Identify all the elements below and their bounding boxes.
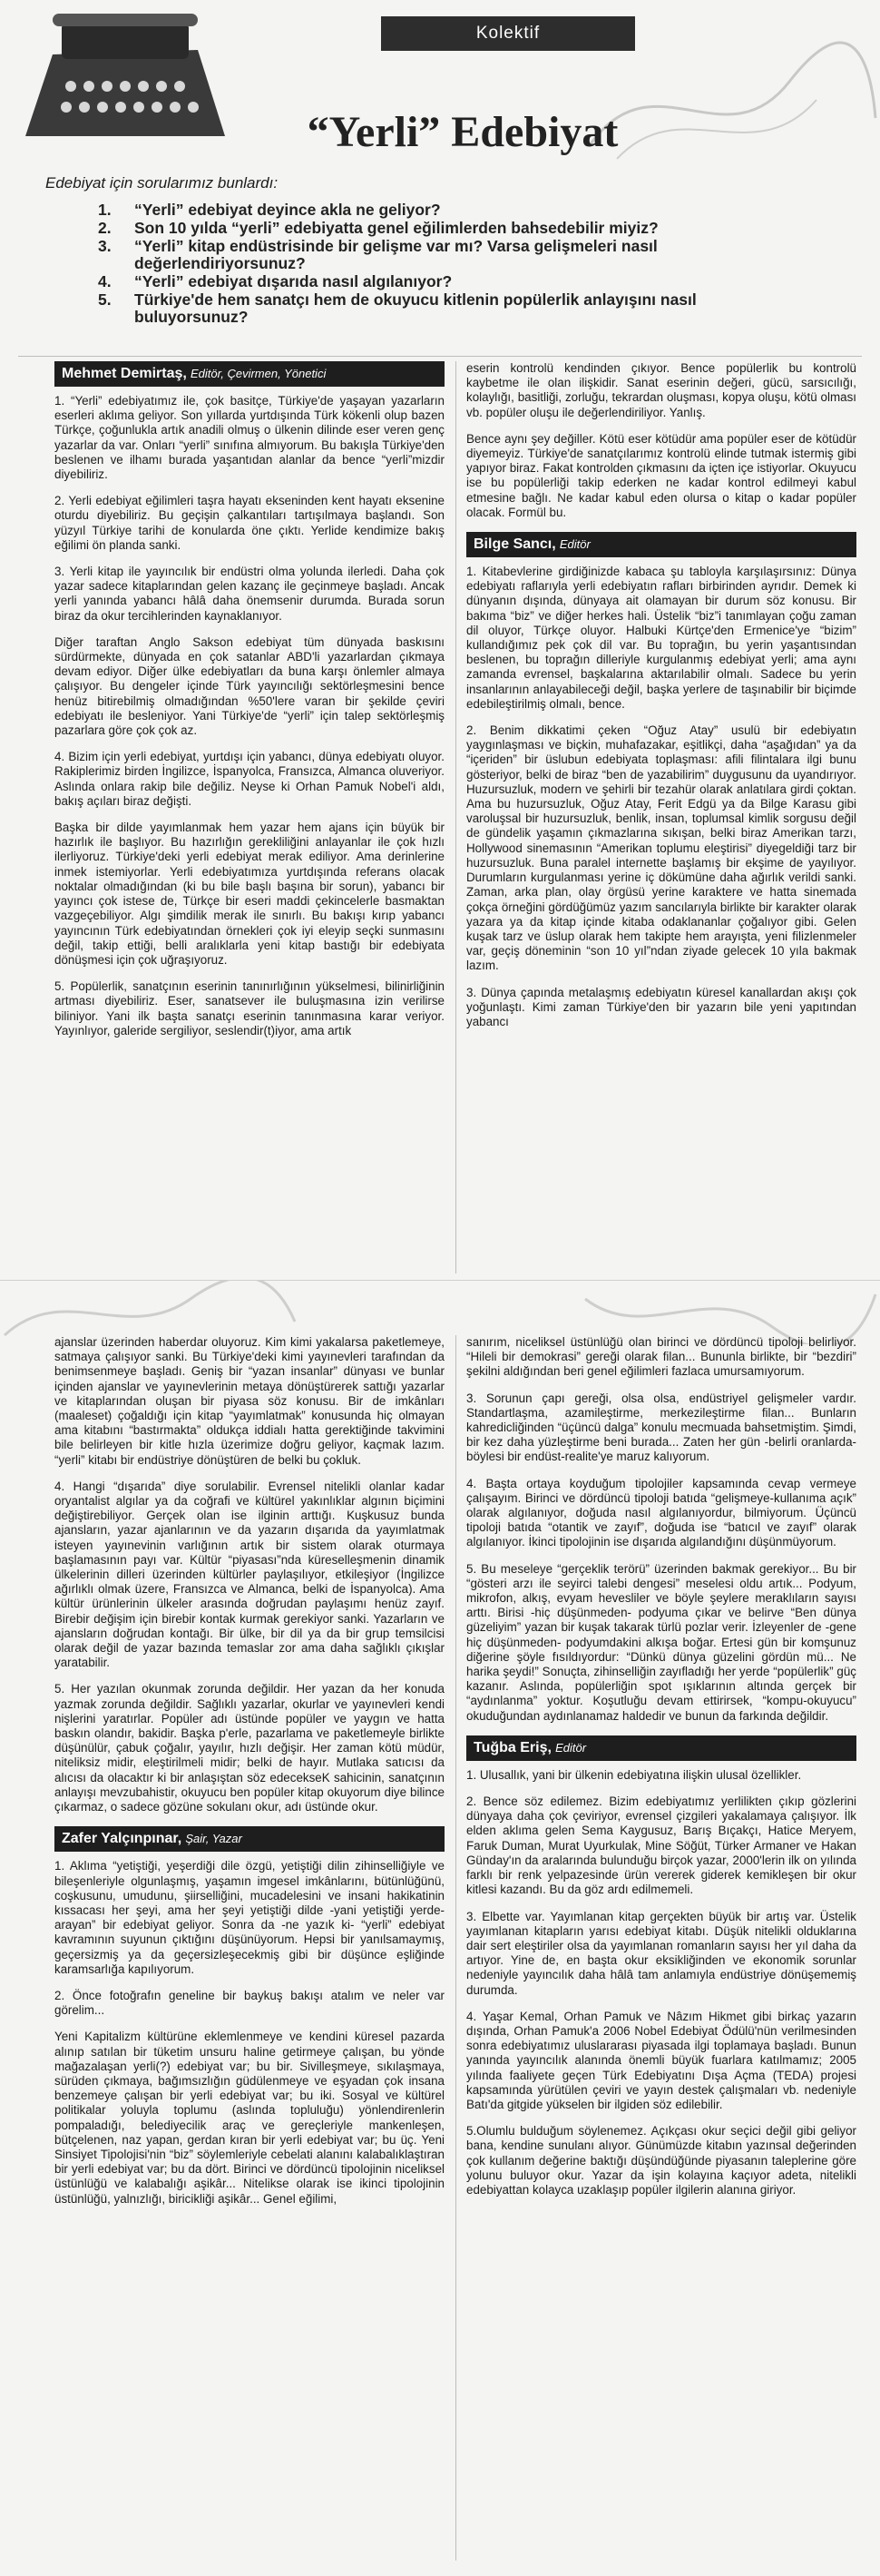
question-text: “Yerli” edebiyat deyince akla ne geliyor? xyxy=(134,201,441,219)
section-label: Kolektif xyxy=(381,16,635,51)
paragraph: 3. Dünya çapında metalaşmış edebiyatın küresel kanallardan akışı çok yoğunlaştı. Kimi zaman Türkiye'den bir yazarın bile yeni yapıtından yabancı xyxy=(466,985,856,1028)
magazine-page-2 xyxy=(0,1280,880,2576)
question-item xyxy=(98,220,787,237)
paragraph: Başka bir dilde yayımlanmak hem yazar hem ajans için büyük bir hazırlık ile başlıyor. Bu hazırlığın gerekliliğini anlayanlar ile çok hızlı ilerliyoruz. Türkiye'deki yerli edebiyat merak ediliyor. Ama derinlerine inmek istemiyorlar. Yerli edebiyatımıza yurtdışında referans olacak noktalar olmadığından (ki bu bile başlı başına bir sorun), yabancı bir yayıncı çok istese de, Türkçe bir eseri maddi çekincelerle basmaktan vazgeçebiliyor. Algı şimdilik merak ile sınırlı. Bu bakışı kırıp yabancı yayıncının Türk edebiyatından örnekleri çok iyi eleyip seçki sunmasını değil, takip ettiği, belli aralıklarla yeni kitap bastığı bir edebiyata dönüşmesi için çok uğraşıyoruz. xyxy=(54,821,445,967)
paragraph: 4. Bizim için yerli edebiyat, yurtdışı için yabancı, dünya edebiyatı oluyor. Rakiplerimiz birden İngilizce, İspanyolca, Fransızca, Almanca oluveriyor. Aslında onlara rakip bile değiliz. Neyse ki Orhan Pamuk Nobel'i aldı, bakış açıları biraz değişti. xyxy=(54,750,445,808)
author-header-bilge: Bilge Sancı, Editör xyxy=(466,532,856,557)
paragraph: 1. Aklıma “yetiştiği, yeşerdiği dile özgü, yetiştiği dilin zihinselliğiyle ve bileşenleriyle olgunlaşmış, yaşamın imgesel imkânlarını, bütünlüğünü, coşkusunu, umudunu, şiirselliğini, mucadelesini ve insani hakikatinin kıssacası her şeyi, ama her şeyi yetiştiği dilde -yani yetiştiği yerde- arayan” bir edebiyat geliyor. Sonra da -ne yazık ki- “yerli” edebiyat kavramının suyunun çıktığını düşünüyorum. Hepsi bir yanılsamaymış, geçersizmiş ya da geçersizleşecekmiş gibi bir düşünce eşliğinde karamsarlığa kapılıyorum. xyxy=(54,1859,445,1976)
question-item xyxy=(98,291,787,326)
paragraph: 3. Sorunun çapı gereği, olsa olsa, endüstriyel gelişmeler vardır. Standartlaşma, azamileştirme, merkezileştirme filan... Bunların kahredicliğinden “üçüncü dalga” konulu mecmuada bahsetmiştim. Şimdi, bir kez daha yüzleştirme beni burada... Zaten her gün -belirli oranlarda- böylesi bir endüst-realite'ye maruz kalıyorum. xyxy=(466,1391,856,1464)
paragraph: 4. Yaşar Kemal, Orhan Pamuk ve Nâzım Hikmet gibi birkaç yazarın dışında, Orhan Pamuk'a 2006 Nobel Edebiyat Ödülü'nün verilmesinden sonra edebiyatımız uluslararası piyasada ilgi toplamaya başladı. Bunun yanında yayıncılık alanında önemli büyük fuarlara katılmamız; 2005 yılında faaliyete geçen Türk Edebiyatını Dışa Açma (TEDA) projesi kapsamında yürütülen çeviri ve yayın destek çalışmaları vb. nedeniyle Batı'da gitgide yükselen bir ilgiden söz edilebilir. xyxy=(466,2009,856,2111)
answer-text xyxy=(54,1859,445,2206)
question-number: 4. xyxy=(98,272,112,290)
question-text: “Yerli” kitap endüstrisinde bir gelişme var mı? Varsa gelişmeleri nasıl değerlendiriyorsunuz? xyxy=(134,237,658,272)
paragraph: 2. Bence söz edilemez. Bizim edebiyatımız yerlilikten çıkıp gözlerini dünyaya daha çok çeviriyor, evrensel çizgileri yakalamaya çalışıyor. İlk elden aklıma gelen Sema Kaygusuz, Barış Bıçakçı, Hatice Meryem, Faruk Duman, Murat Uyurkulak, Mine Söğüt, Türker Armaner ve Hakan Günday'ın da aralarında bulunduğu birçok yazar, 2000'lerin ilk on yılında farklı bir renk yelpazesinde ürün vererek giderek kemikleşen bir okur kitlesi kazandı. Bu da göz ardı edilmemeli. xyxy=(466,1794,856,1897)
paragraph: 5. Her yazılan okunmak zorunda değildir. Her yazan da her konuda yazmak zorunda değildir. Sağlıklı yazarlar, okurlar ve yayınevleri kendi nişlerini yaratırlar. Popüler adı üstünde popüler ve yaygın ve hatta baskın olandır, bakidir. Başka p'erle, pazarlama ve paketlemeyle birlikte düşünülür, çabuk çoğalır, yayılır, hızlı değişir. Her zaman kötü müdür, niteliksiz midir, eleştirilmeli midir; belki de hayır. Mutlaka satıcısı da alıcısı da olacaktır ki bir anlaşıştan söz edecekseK sahicinin, sanatçının anlayışı mevzubahistir, okuyucu ben popüler kitap okuyorum diye bilince çıkarmaz, o sadece gözüne sokulanı okur, adı üstünde okur. xyxy=(54,1682,445,1814)
paragraph: Yeni Kapitalizm kültürüne eklemlenmeye ve kendini küresel pazarda alınıp satılan bir tüketim unsuru haline getirmeye çalışan, bu yönde mağazalaşan yerli(?) edebiyat var; bu bir. Sivilleşmeye, sıkılaşmaya, sürüden çıkmaya, bağımsızlığın güdülenmeye ve eşyadan çok insana benzemeye çalışan bir yerli edebiyat var; bu iki. Sosyal ve kültürel politikalar yoluyla toplumu (aslında topluluğu) yönlendirenlerin pompaladığı, belediyecilik araç ve gereçleriyle mankenleşen, bütçelenen, naz yapan, gerdan kıran bir yerli edebiyat var; bu üç. Yeni Sinsiyet Tipolojisi'nin “biz” söylemleriyle cebelati alanını kalabalıklaştıran bir yerli edebiyat var; bu da dört. Birinci ve dördüncü tipolojinin niceliksel üstünlüğü ve kalabalığı aşikâr... Nitelikse olarak ise ikinci tipolojinin üstünlüğü, yalnızlığı, biricikliği aşikâr... Genel eğilimi, xyxy=(54,2030,445,2206)
author-header-mehmet: Mehmet Demirtaş, Editör, Çevirmen, Yönetici xyxy=(54,361,445,387)
page-title: “Yerli” Edebiyat xyxy=(307,108,619,156)
answer-text xyxy=(466,1768,856,2197)
paragraph: sanırım, niceliksel üstünlüğü olan birinci ve dördüncü tipoloji belirliyor. “Hileli bir demokrasi” gereği olarak filan... Bununla birlikte, bir “bezdiri” şekilni aldığından beri genel eğilimleri fazlaca umursamıyorum. xyxy=(466,1335,856,1379)
question-number: 5. xyxy=(98,290,112,309)
paragraph: ajanslar üzerinden haberdar oluyoruz. Kim kimi yakalarsa paketlemeye, satmaya çalışıyor sanki. Bu Türkiye'deki kimi yayınevleri tarafından da benimsenmeye başladı. Geniş bir “yazan insanlar” dünyası ve bunlar içinden ajanslar ve yayınevlerinin metaya dönüştürerek sattığı yazarlar ve kitaplarından oluşan bir piyasa söz konusu. Bir de imkânları (maaleset) çoğaldığı için kitap “yayımlatmak” konusunda hiç olmayan ama kitabını “bastırmakta” oldukça iddialı hatta gerektiğinde takvimini bile belirleyen bir kitle hızla üzerimize doğru geliyor, kaçmak lazım. “yerli” kitabı bir endüstriye dönüştüren de belki bu çokluk. xyxy=(54,1335,445,1467)
question-item xyxy=(98,273,787,290)
paragraph: 4. Hangi “dışarıda” diye sorulabilir. Evrensel nitelikli olanlar kadar oryantalist algılar ya da coğrafi ve kültürel yakınlıklar algının biçimini değiştirebiliyor. Gerçek olan ise ilginin arttığı. Kuşkusuz bunda ajansların, yazar ajanlarının ve da yazarın dışarıda da yayımlatmak isteyen yayınevinin varlığının artık bir sistem olarak oturmaya başlamasının payı var. Kültür “piyasası”nda küreselleşmenin dinamik ülkelerinin dilleri üzerinden kültürler paylaşılıyor, etkileşiyor (İngilizce ağırlıklı olmak üzere, Fransızca ve Almanca, belki de İspanyolca). Ama kültür ürünlerinin ülkeler arasında doğrudan paylaşımı henüz zayıf. Birebir değişim için birebir kontak kurmak gerekiyor sanki. Yazarların ve ajansların doğrudan kontağı. Bir ülke, bir dil ya da bir grup temsilcisi olarak değil de yazar bazında temaslar zor ama daha sağlıklı çıkışlar yaratabilir. xyxy=(54,1479,445,1670)
answer-text xyxy=(466,1335,856,1724)
magazine-page-1 xyxy=(0,0,880,1280)
paragraph: 2. Önce fotoğrafın geneline bir baykuş bakışı atalım ve neler var görelim... xyxy=(54,1988,445,2018)
column-left xyxy=(54,1335,445,2218)
question-text: Son 10 yılda “yerli” edebiyatta genel eğilimlerden bahsedebilir miyiz? xyxy=(134,219,659,237)
column-divider xyxy=(455,361,456,1273)
paragraph: 4. Başta ortaya koyduğum tipolojiler kapsamında cevap vermeye çalışayım. Birinci ve dördüncü tipoloji batıda “gelişmeye-kullanıma açık” olarak algılanıyor, doğuda nasıl algılanıyordur, bilmiyorum. Üçüncü tipoloji batıda “otantik ve zayıf”, doğuda ise “batıcıl ve zayıf” olarak algılanıyor. İkinci tipolojinin ise dışarıda algılandığını düşünmüyorum. xyxy=(466,1476,856,1549)
answer-text xyxy=(466,565,856,1029)
paragraph: eserin kontrolü kendinden çıkıyor. Bence popülerlik bu kontrolü kaybetme ile olan ilişkidir. Sanat eserinin değeri, gücü, sarsıcılığı, kolaylığı, basitliği, zorluğu, tekrardan oluşması, kopya oluşu, kötü olması vb. popüler oluşu ile değerlendiriliyor. Yanlış. xyxy=(466,361,856,419)
paragraph: 2. Yerli edebiyat eğilimleri taşra hayatı ekseninden kent hayatı eksenine oturdu diyebiliriz. Bu geçişin çalkantıları tartışılmaya başlandı. Son yüzyıl Türkiye tarihi de konularda öne çıktı. Yerlide kendimize bakış eğilimi ön planda sanki. xyxy=(54,494,445,552)
answer-text xyxy=(54,1335,445,1814)
question-text: “Yerli” edebiyat dışarıda nasıl algılanıyor? xyxy=(134,272,453,290)
paragraph: 3. Elbette var. Yayımlanan kitap gerçekten büyük bir artış var. Üstelik yayımlanan kitapların yarısı edebiyat kitabı. Düşük nitelikli olduklarına dair sert eleştiriler olsa da yayımlanan romanların sayısı her yıl daha da artıyor. Yine de, en başta okur eksikliğinden ve ekonomik sorunlar nedeniyle yayıncılık daha hâlâ tam anlamıyla endüstriye dönüşememiş durumda. xyxy=(466,1909,856,1997)
column-divider xyxy=(455,1335,456,2561)
paragraph: 5. Bu meseleye “gerçeklik terörü” üzerinden bakmak gerekiyor... Bu bir “gösteri arzı ile seyirci talebi dengesi” meselesi oldu artık... Podyum, mikrofon, alkış, evyam hevesliler ve böyle şeylere meraklıların sayısı arttı. Birisi -hiç düşünmeden- podyuma çıkar ve belirve “Ben dünya güzeliyim” yazan bir kuşak takarak türlü pozlar verir. İzleyenler de -gene hiç düşünmeden- podyumdakini alkışa boğar. Ertesi gün bir komşunuz diğerine şöyle fısıldıyordur: “Dünkü dünya güzelini gördün mü... Ne harika şeydi!” Sonuçta, zihinselliğin zayıfladığı her yerde “popülerlik” güç kazanır. Aslında, popülerliğin spot ışıklarının altında gerçek bir “aydınlanma” yoktur. Koşutluğu devam ettirirsek, “kompu-okuyucu” okuduğundan aydınlanamaz haldedir ve bunun da farkında değildir. xyxy=(466,1561,856,1723)
author-header-tugba: Tuğba Eriş, Editör xyxy=(466,1735,856,1761)
question-list xyxy=(98,202,787,327)
question-number: 3. xyxy=(98,237,112,255)
paragraph: 5.Olumlu bulduğum söylenemez. Açıkçası okur seçici değil gibi geliyor bana, kendine sunulanı alıyor. Günümüzde kitabın yazınsal değerinden çok kullanım değerine baktığı düşündüğünde piyasanın taleplerine göre yolunu buluyor okur. Yazar da işin kolayına kaçıyor adeta, nitelikli edebiyattan kolayca uzaklaşıp popüler ilgilerin alanına giriyor. xyxy=(466,2124,856,2197)
paragraph: 2. Benim dikkatimi çeken “Oğuz Atay” usulü bir edebiyatın yaygınlaşması ve biçkin, muhafazakar, eşitlikçi, daha “aşağıdan” ya da “içeriden” bir üslubun edebiyata toplaşması: afili filintalara ilgi bunu gösteriyor, belki de biraz “ben de yazabilirim” duygusunu da uyandırıyor. Huzursuzluk, modern ve şehirli bir tezahür olarak anlatılara girdi çoktan. Ama bu huzursuzluk, Oğuz Atay, Ferit Edgü ya da Bilge Karasu gibi varoluşsal bir huzursuzluk, benlik, insan, toplumsal kimlik sorgusu değil de gündelik yaşamın çıkmazlarına sıkışan, belki biraz Amerikan tarzı, Hollywood sinemasının “Amerikan toplumu eleştirisi” diyegeldiği tarz bir huzursuzluk. Buna paralel internette başlamış bir ekşime de yayılıyor. Durumların kurgulanması yerine iç dökümüne daha ağırlık verildi sanki. Zaman, arka plan, olay örgüsü yerine karaktere ve hatta sinemada çokça örneğini gördüğümüz yazım sancılarıyla birlikte bir karakter olarak yazara ya da kitap içinde kitaba odaklananlar çoğalıyor gibi. Gelen kuşak tarz ve üslup olarak hem takipte hem arayışta, yeni filizlenmeler var, geçiş döneminin “son 10 yıl”ndan ziyade gelecek 10 yıla bakmak lazım. xyxy=(466,723,856,973)
paragraph: 1. Ulusallık, yani bir ülkenin edebiyatına ilişkin ulusal özellikler. xyxy=(466,1767,802,1782)
paragraph: Diğer taraftan Anglo Sakson edebiyat tüm dünyada baskısını sürdürmekte, dünyada en çok satanlar ABD'li yazarlardan çıkmaya devam ediyor. Diğer ülke edebiyatları da buna karşı önlemler almaya çalışıyor. Bu dengeler içinde Türk yayıncılığı sektörleşmesini bence henüz bitirebilmiş olmadığından %50'lere varan bir şekilde çeviri edebiyatı ile besleniyor. Yani Türkiye'de “yerli” için talep sektörleşmiş pazarlara göre çok çok az. xyxy=(54,634,445,738)
paragraph: 3. Yerli kitap ile yayıncılık bir endüstri olma yolunda ilerledi. Daha çok yazar sadece kitaplarından gelen kazanç ile geçinmeye başladı. Ancak yerli yanında yabancı hâlâ daha önemsenir durumda. Burada sorun biraz da okur tercihlerinden kaynaklanıyor. xyxy=(54,565,445,623)
paragraph: 5. Popülerlik, sanatçının eserinin tanınırlığının yükselmesi, bilinirliğinin artması diyebiliriz. Eser, sanatsever ile buluşmasına izin verilirse biliniyor. Yani ilk başta sanatçı eserinin tanınmasına karar veriyor. Yayınlıyor, galeride sergiliyor, seslendir(t)iyor, ama artık xyxy=(54,979,445,1037)
column-right xyxy=(466,1335,856,2209)
question-item xyxy=(98,202,787,219)
question-text: Türkiye'de hem sanatçı hem de okuyucu kitlenin popülerlik anlayışını nasıl buluyorsunuz? xyxy=(134,290,697,326)
paragraph: 1. Kitabevlerine girdiğinizde kabaca şu tabloyla karşılaşırsınız: Dünya edebiyatı raflarıyla yerli edebiyatın rafları birbirinden ayrıdır. Demek ki dünyanın dışında, dünyaya ait olamayan bir durum söz konusu. Bir bakıma “biz” ve diğer herkes hali. Üstelik “biz”i tanımlayan çoğu zaman dil oluyor, Türkçe oluyor. Halbuki Kürtçe'den Ermenice'ye “bizim” kullandığımız pek çok dil var. Bu toprağın, bu yerin yaşantısından beslenen, bu toprağın dilleriyle kurgulanmış edebiyat yerli; ama aynı zamanda evrensel, başkalarına aktarılabilir olmalı. Sadece bu yerin insanlarının anlayabileceği değil, başka yerlere de taşınabilir bir biçimde edebileştirilmiş olmalı, bence. xyxy=(466,565,856,711)
answer-text xyxy=(466,361,856,520)
author-header-zafer: Zafer Yalçınpınar, Şair, Yazar xyxy=(54,1826,445,1852)
answer-text xyxy=(54,394,445,1038)
question-item xyxy=(98,238,787,272)
paragraph: Bence aynı şey değiller. Kötü eser kötüdür ama popüler eser de kötüdür diyemeyiz. Türkiye'de sanatçılarımız kontrolü elinde tutmak istermiş gibi yapıyor biraz. Fakat kontrolden çıkmasını da içten içe istiyorlar. Okuyucu ise bu popülerliği takip ederken ne kadar kontrol edilmeyi kabul etmesine bağlı. Ne kadar kabul eden olursa o kitap o kadar popüler olacak. Formül bu. xyxy=(466,431,856,519)
column-right xyxy=(466,361,856,1041)
question-number: 2. xyxy=(98,219,112,237)
questions-intro: Edebiyat için sorularımız bunlardı: xyxy=(45,174,279,192)
column-left xyxy=(54,361,445,1050)
divider xyxy=(18,356,862,357)
question-number: 1. xyxy=(98,201,112,219)
paragraph: 1. “Yerli” edebiyatımız ile, çok basitçe, Türkiye'de yaşayan yazarların eserleri aklıma geliyor. Son yıllarda yurtdışında Türk kökenli olup bazen Türkçe, çoğunlukla artık anadili olmuş o ülkenin dilinde eser veren genç yazarlar da var. Onları “yerli” sınıfına almıyorum. Bu bakışla Türkiye'den beslenen ve ilhamı burada yaşantıdan alanlar da bence “yerli”mizdir diyebiliriz. xyxy=(54,394,445,482)
typewriter-illustration xyxy=(16,0,234,154)
